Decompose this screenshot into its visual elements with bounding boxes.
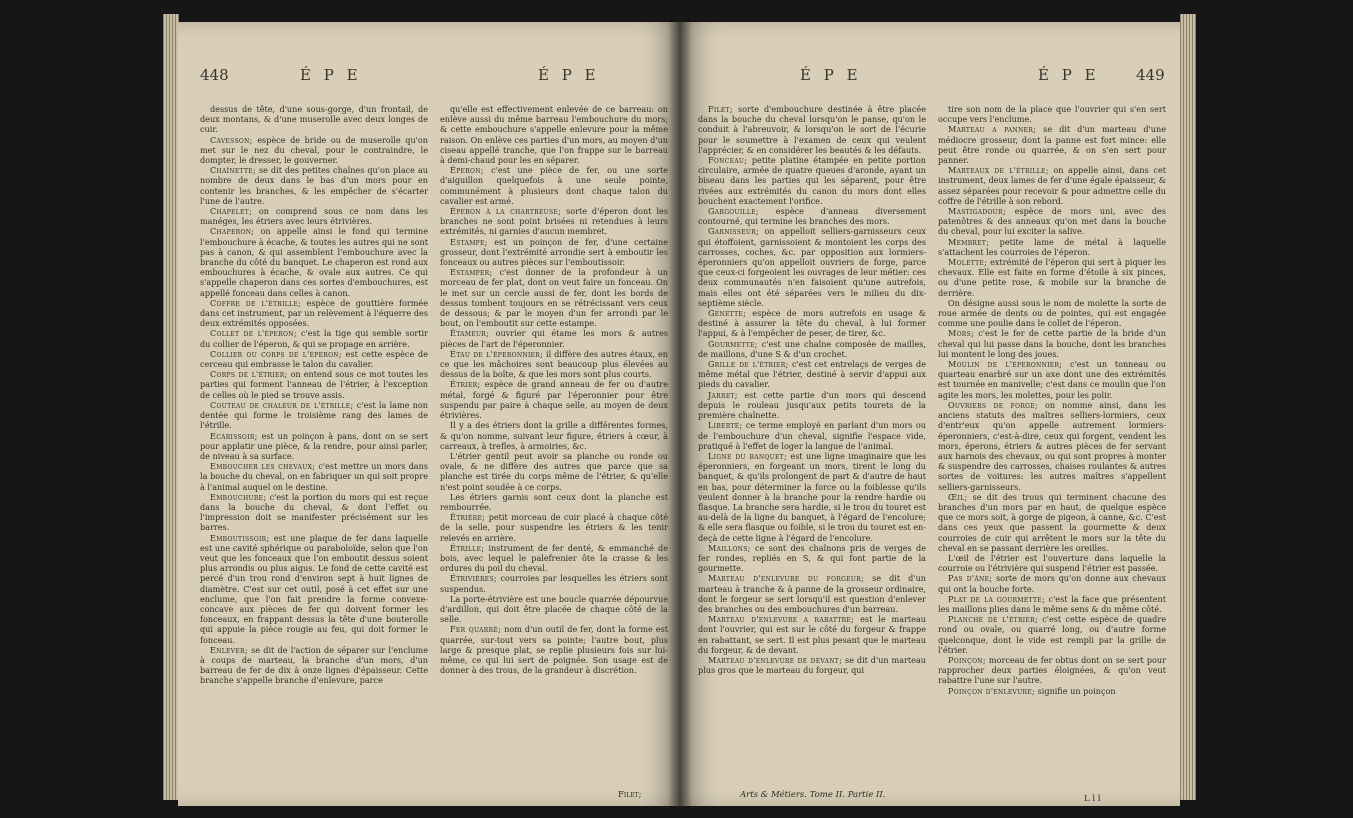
entry-term: Marteau a panner;: [948, 124, 1037, 135]
entry-text: est le marteau dont l'ouvrier, qui est sur le côté du forgeur & frappe en rabattant, se sert. Il est plus pesant que le marteau du forgeur, & de devant.: [698, 614, 926, 655]
entry-term: Enlever;: [210, 644, 248, 655]
entry-term: Grille de l'étrier;: [708, 359, 789, 370]
entry-text: instrument de fer denté, & emmanché de bois, avec lequel le palefrenier ôte la crasse & les ordures du poil du cheval.: [440, 542, 668, 574]
dictionary-entry: [200, 369, 428, 400]
entry-text: dessus de tête, d'une sous-gorge, d'un frontail, de deux montans, & d'une muserolle avec deux longes de cuir.: [200, 104, 428, 135]
entry-text: est un poinçon à pans, dont on se sert pour applatir une pièce, & la rendre, pour ainsi parler, de niveau à sa surface.: [200, 430, 428, 461]
dictionary-entry: [938, 359, 1166, 400]
entry-term: Fonceau;: [708, 155, 748, 166]
dictionary-entry: [938, 400, 1166, 492]
entry-term: Garnisseur;: [708, 226, 760, 237]
entry-text: sorte d'éperon dont les branches ne sont point brisées ni retendues à leurs extrémités, ni garnies d'aucun membret.: [440, 206, 668, 237]
entry-text: se dit d'un marteau à tranche & à panne de la grosseur ordinaire, dont le forgeur se sert lorsqu'il est question d'enlever des branches ou des embouchures d'un barreau.: [698, 573, 926, 614]
entry-term: Étameur;: [450, 328, 490, 339]
entry-text: c'est la tige qui semble sortir du collier de l'éperon, & qui se propage en arrière.: [200, 328, 429, 349]
entry-text: est un poinçon de fer, d'une certaine grosseur, dont l'extrémité arrondie sert à emboutir les fonceaux ou autres pièces sur l'emboutissoir.: [440, 236, 668, 268]
dictionary-entry: [440, 451, 668, 492]
right-page-number: 449: [1136, 66, 1165, 84]
entry-term: Genette;: [708, 308, 747, 319]
entry-text: c'est la face que présentent les maillons plies dans le même sens & du même côté.: [938, 593, 1166, 614]
dictionary-entry: [440, 206, 668, 237]
dictionary-entry: [938, 257, 1166, 298]
entry-term: Collet de l'éperon;: [210, 328, 297, 339]
dictionary-entry: [698, 614, 926, 655]
dictionary-entry: [938, 298, 1166, 329]
entry-term: Ligne du banquet;: [708, 450, 787, 461]
left-head-title-1: É P E: [300, 66, 362, 84]
entry-text: c'est cet entrelaçs de verges de même métal que l'étrier, destiné à servir d'appui aux pieds du cavalier.: [698, 359, 926, 390]
dictionary-entry: [440, 624, 668, 675]
entry-text: Les étriers garnis sont ceux dont la planche est rembourrée.: [440, 491, 668, 512]
dictionary-entry: [440, 267, 668, 328]
entry-term: Maillons;: [708, 542, 751, 553]
right-footer: Arts & Métiers. Tome II. Partie II.: [740, 790, 886, 800]
entry-term: Estamper;: [450, 267, 493, 278]
entry-term: Éperon à la chartreuse;: [450, 206, 562, 217]
left-column-1: [200, 104, 428, 686]
dictionary-entry: [200, 461, 428, 492]
left-page-number: 448: [200, 66, 229, 84]
dictionary-entry: [938, 655, 1166, 686]
entry-term: Ecarissoir;: [210, 430, 258, 441]
entry-text: sorte de mors qu'on donne aux chevaux qui ont la bouche forte.: [938, 573, 1167, 594]
dictionary-entry: [440, 573, 668, 593]
entry-text: ce terme employé en parlant d'un mors ou de l'embouchure d'un cheval, signifie l'espace vide, pratiqué à l'effet de loger la langue de l'animal.: [698, 420, 926, 451]
entry-text: se dit d'un marteau plus gros que le marteau du forgeur, qui: [698, 654, 926, 676]
dictionary-entry: [698, 308, 926, 339]
entry-text: Il y a des étriers dont la grille a différentes formes, & qu'on nomme, suivant leur figure, étriers à cœur, à carreaux, à trefles, à armoiries, &c.: [440, 420, 668, 451]
dictionary-entry: [200, 104, 428, 135]
dictionary-entry: [200, 298, 428, 329]
right-column-2: [938, 104, 1166, 696]
entry-term: Mastigadour;: [948, 206, 1006, 217]
dictionary-entry: [440, 328, 668, 348]
entry-term: Emboucher les chevaux;: [210, 461, 316, 472]
dictionary-entry: [440, 543, 668, 574]
entry-text: petite platine étampée en petite portion circulaire, armée de quatre queues d'aronde, ayant un biseau dans les parties qui les séparent, pour être rivées aux extrémités du canon du mors dont elles bouchent exactement l'orifice.: [698, 155, 927, 206]
dictionary-entry: [698, 339, 926, 359]
entry-term: Couteau de chaleur de l'étrille;: [210, 399, 354, 410]
entry-text: espèce d'anneau diversement contourné, qui termine les branches des mors.: [698, 206, 926, 227]
dictionary-entry: [200, 135, 428, 166]
entry-term: Fer quarré;: [450, 624, 502, 635]
dictionary-entry: [440, 349, 668, 380]
entry-term: Corps de l'étrier;: [210, 369, 288, 380]
entry-text: petit morceau de cuir placé à chaque côté de la selle, pour suspendre les étriers & les tenir relevés en arrière.: [440, 512, 668, 543]
entry-text: espèce de gouttière formée dans cet instrument, par un relèvement à l'équerre des deux extrémités opposées.: [200, 297, 428, 329]
entry-term: Molette;: [948, 257, 988, 268]
left-catchword: Filet;: [618, 790, 642, 800]
dictionary-entry: [200, 400, 428, 431]
entry-term: Cavesson;: [210, 134, 253, 145]
entry-text: on appelle ainsi le fond qui termine l'embouchure à écache, & toutes les autres qui ne sont pas à canon, & qui assemblent l'embouchure avec la branche du côté du banquet. Le chaperon est rond aux embouchures à écache, & ovale aux autres. Ce qui s'appelle chaperon dans ces sortes d'embouchures, est appellé fonceau dans celles à canon.: [200, 226, 428, 298]
dictionary-entry: [698, 155, 926, 206]
entry-text: c'est un tonneau ou quarteau enarbré sur un axe dont une des extrémités est tournée en manivelle; c'est dans ce moulin que l'on agite les mors, les molettes, pour les polir.: [938, 359, 1166, 400]
entry-term: Plat de la gourmette;: [948, 593, 1045, 604]
entry-term: Étau de l'éperonnier;: [450, 348, 544, 359]
entry-text: signifie un poinçon: [1037, 685, 1116, 696]
entry-text: La porte-étrivière est une boucle quarrée dépourvue d'ardillon, qui doit être placée de chaque côté de la selle.: [440, 593, 668, 625]
dictionary-entry: [698, 226, 926, 308]
entry-term: Marteau d'enlevure du forgeur;: [708, 573, 865, 584]
dictionary-entry: [200, 206, 428, 226]
dictionary-entry: [698, 359, 926, 390]
entry-text: c'est la portion du mors qui est reçue dans la bouche du cheval, & dont l'effet ou l'impression doit se manifester précisément sur les barres.: [200, 491, 428, 533]
entry-term: Chaperon;: [210, 226, 255, 237]
entry-term: Collier ou corps de l'éperon;: [210, 348, 342, 359]
entry-text: petite lame de métal à laquelle s'attachent les courroies de l'éperon.: [938, 236, 1166, 257]
right-page-edges: [1180, 14, 1196, 800]
entry-text: c'est le fer de cette partie de la bride d'un cheval qui lui passe dans la bouche, dont les branches lui montent le long des joues.: [938, 328, 1166, 359]
entry-text: il diffère des autres étaux, en ce que les mâchoires sont beaucoup plus élevées au dessus de la boîte, & que les mors sont plus courts.: [440, 348, 668, 380]
dictionary-entry: [938, 492, 1166, 553]
entry-text: extrémité de l'éperon qui sert à piquer les chevaux. Elle est faite en forme d'étoile à six pinces, ou d'une petite rose, & mobile sur la branche de derrière.: [938, 257, 1166, 298]
left-page: [178, 22, 680, 806]
entry-term: Marteau d'enlevure a rabattre;: [708, 614, 855, 625]
entry-term: Chapelet;: [210, 206, 252, 217]
dictionary-entry: [698, 390, 926, 421]
dictionary-entry: [938, 104, 1166, 124]
dictionary-entry: [698, 104, 926, 155]
entry-text: sorte d'embouchure destinée à être placée dans la bouche du cheval lorsqu'on le panse, qu'on le conduit à l'abreuvoir, & lorsqu'on le sort de l'écurie pour le soumettre à l'examen de ceux qui veulent l'apprécier, & en considérer les beautés & les défauts.: [698, 104, 926, 155]
entry-term: Embouchure;: [210, 491, 267, 502]
entry-text: ouvrier qui étame les mors & autres pièces de l'art de l'éperonnier.: [440, 328, 668, 349]
entry-term: Marteaux de l'étrille;: [948, 165, 1049, 176]
entry-term: Chaînette;: [210, 165, 256, 176]
entry-text: espèce de bride ou de muserolle qu'on met sur le nez du cheval, pour le contraindre, le dompter, le dresser, le gouverner.: [200, 134, 428, 166]
entry-text: est cette espèce de cerceau qui embrasse le talon du cavalier.: [200, 348, 428, 370]
entry-text: se dit des petites chaînes qu'on place au nombre de deux dans le bas d'un mors pour en contenir les branches, & les empêcher de s'écarter l'une de l'autre.: [200, 165, 428, 206]
entry-text: se dit des trous qui terminent chacune des branches d'un mors par en haut, de quelque espèce que ce mors soit, à gorge de pigeon, à canne, &c. C'est dans ces yeux que passent la gourmette & deux courroies de cuir qui arrêtent le mors sur la tête du cheval en se passant derrière les oreilles.: [938, 491, 1166, 553]
dictionary-entry: [698, 655, 926, 675]
entry-text: morceau de fer obtus dont on se sert pour rapprocher deux parties éloignées, & qu'on veut rabattre l'une sur l'autre.: [938, 654, 1166, 686]
entry-text: c'est la lame non dentée qui forme le troisième rang des lames de l'étrille.: [200, 399, 428, 431]
entry-text: c'est donner de la profondeur à un morceau de fer plat, dont on veut faire un fonceau. On le met sur un cercle aussi de fer, dont les bords de dessus tombent toujours en se rétrécissant vers ceux de dessous; & par le moyen d'un fer arrondi par le bout, on l'emboutit sur cette estampe.: [440, 267, 668, 329]
entry-term: Planche de l'étrier;: [948, 614, 1038, 625]
right-page: [680, 22, 1180, 806]
entry-text: espèce de mors autrefois en usage & destiné à assurer la tête du cheval, à lui former l'appui, & à l'empêcher de peser, de tirer, &c.: [698, 308, 926, 339]
dictionary-entry: [200, 165, 428, 206]
entry-text: se dit d'un marteau d'une médiocre grosseur, dont la panne est fort mince: elle peut être ronde ou quarrée, & on s'en sert pour panner.: [938, 124, 1167, 166]
dictionary-entry: [938, 165, 1166, 206]
entry-text: c'est cette espèce de quadre rond ou ovale, ou quarré long, ou d'autre forme quelconque, dont le vide est rempli par la grille de l'étrier.: [938, 614, 1166, 655]
entry-text: est une plaque de fer dans laquelle est une cavité sphérique ou paraboloïde, selon que l'on veut que les fonceaux que l'on emboutit dessus soient plus arrondis ou plus aigus. Le fond de cette cavité est percé d'un trou rond d'environ sept à huit lignes de diamètre. C'est sur cet outil, posé à cet effet sur une enclume, que l'on fait prendre la forme convexe-concave aux pièces de fer qui doivent former les fonceaux, en frappant dessus la tête d'une bouterolle qui appuie la pièce rougie au feu, qui doit former le fonceau.: [200, 532, 428, 645]
dictionary-entry: [698, 573, 926, 614]
entry-text: est cette partie d'un mors qui descend depuis le rouleau jusqu'aux petits tourets de la première chaînette.: [698, 389, 927, 421]
entry-term: Étrier;: [450, 379, 481, 390]
entry-text: on entend sous ce mot toutes les parties qui forment l'anneau de l'étrier, à l'exception de celles où le pied se trouve assis.: [200, 369, 428, 400]
entry-term: Œil;: [948, 491, 968, 502]
entry-text: c'est une pièce de fer, ou une sorte d'aiguillon quelquefois à une seule pointe, communément à plusieurs dont chaque talon du cavalier est armé.: [440, 165, 669, 206]
left-column-2: [440, 104, 668, 675]
entry-term: Coffre de l'étrille;: [210, 297, 302, 308]
entry-text: ce sont des chaînons pris de verges de fer rondes, repliés en S, & qui font partie de la gourmette.: [698, 542, 926, 574]
right-signature-mark: L l l: [1084, 794, 1101, 804]
entry-term: Poinçon d'enlevure;: [948, 685, 1036, 696]
dictionary-entry: [938, 686, 1166, 696]
left-page-edges: [163, 14, 179, 800]
dictionary-entry: [938, 573, 1166, 593]
dictionary-entry: [200, 492, 428, 533]
entry-text: c'est une chaîne composée de mailles, de maillons, d'une S & d'un crochet.: [698, 338, 926, 359]
entry-text: on appelle ainsi, dans cet instrument, deux lames de fer d'une égale épaisseur, & assez séparées pour recevoir & pour admettre celle du coffre de l'étrille à son rebord.: [938, 165, 1166, 206]
entry-text: on comprend sous ce nom dans les manéges, les étriers avec leurs étrivières.: [200, 206, 429, 227]
book-gutter: [668, 22, 692, 806]
dictionary-entry: [440, 165, 668, 206]
entry-term: Estampe;: [450, 236, 488, 247]
dictionary-entry: [938, 594, 1166, 614]
entry-term: Filet;: [708, 104, 733, 114]
dictionary-entry: [440, 420, 668, 451]
entry-text: se dit de l'action de séparer sur l'enclume à coups de marteau, la branche d'un mors, d'un barreau de fer de dix à onze lignes d'épaisseur. Cette branche s'appelle branche d'enlevure, parce: [200, 644, 428, 686]
right-head-title-2: É P E: [1038, 66, 1100, 84]
entry-term: Moulin de l'éperonnier;: [948, 359, 1063, 370]
entry-term: Mors;: [948, 328, 975, 339]
entry-term: Emboutissoir;: [210, 532, 270, 543]
entry-text: est une ligne imaginaire que les éperonniers, en forgeant un mors, tirent le long du banquet, & qu'ils prolongent de part & d'autre de haut en bas, pour déterminer la force ou la foiblesse qu'ils veulent donner à la branche pour la rendre hardie ou flasque. La branche sera hardie, si le trou du touret est au-delà de la ligne du banquet, à l'égard de l'encolure; & elle sera flasque ou foible, si le trou du touret est en-deçà de cette ligne à l'égard de l'encolure.: [698, 450, 927, 543]
entry-term: Pas d'âne;: [948, 573, 993, 584]
entry-term: Gourmette;: [708, 338, 758, 349]
dictionary-entry: [200, 645, 428, 686]
left-head-title-2: É P E: [538, 66, 600, 84]
entry-text: c'est mettre un mors dans la bouche du cheval, on en fabriquer un qui soit propre à l'animal auquel on le destine.: [200, 461, 428, 492]
dictionary-entry: [200, 431, 428, 462]
entry-text: espèce de mors uni, avec des patenôtres & des anneaux qu'on met dans la bouche du cheval, pour lui exciter la salive.: [938, 206, 1166, 237]
dictionary-entry: [440, 594, 668, 625]
entry-text: espèce de grand anneau de fer ou d'autre métal, forgé & figuré par l'éperonnier pour être suspendu par paire à chaque selle, au moyen de deux étrivières.: [440, 379, 668, 421]
entry-text: L'étrier gentil peut avoir sa planche ou ronde ou ovale, & ne diffère des autres que parce que sa planche est tirée du corps même de l'étrier, & qu'elle n'est point soudée à ce corps.: [440, 450, 668, 492]
right-running-head: [700, 66, 1170, 94]
entry-term: Gargouille;: [708, 206, 759, 217]
dictionary-entry: [440, 379, 668, 420]
entry-text: courroies par lesquelles les étriers sont suspendus.: [440, 573, 668, 594]
entry-term: Membret;: [948, 236, 990, 247]
dictionary-entry: [938, 124, 1166, 165]
entry-term: Marteau d'enlevure de devant;: [708, 654, 843, 665]
entry-term: Étrière;: [450, 512, 486, 523]
entry-text: nom d'un outil de fer, dont la forme est quarrée, sur-tout vers sa pointe; l'autre bout, plus large & presque plat, se replie plusieurs fois sur lui-même, ce qui lui sert de poignée. Son usage est de donner à des trous, de la grandeur à discrétion.: [440, 624, 668, 676]
entry-text: on appelloit selliers-garnisseurs ceux qui étoffoient, garnissoient & montoient les corps des carrosses, coches, &c. par opposition aux lormiers-éperonniers qu'on appelloit ouvriers de forge, parce que ceux-ci forgeoient les ouvrages de leur métier: ces deux communautés n'en faisoient qu'une autrefois, mais elles ont été séparées vers le milieu du dix-septième siècle.: [698, 226, 926, 308]
entry-text: on nomme ainsi, dans les anciens statuts des maîtres selliers-lormiers, ceux d'entr'eux qu'on appelle autrement lormiers-éperonniers, c'est-à-dire, ceux qui forgent, vendent les mors, éperons, étriers & autres pièces de fer servant aux harnois des chevaux, ou qui sont propres à monter & suspendre des carrosses, chaises roulantes & autres sortes de voitures: les autres maîtres s'appellent selliers-garnisseurs.: [938, 399, 1167, 492]
dictionary-entry: [698, 451, 926, 543]
left-running-head: [200, 66, 670, 94]
entry-text: On désigne aussi sous le nom de molette la sorte de roue armée de dents ou de pointes, qui est engagée comme une poulie dans le collet de l'éperon.: [938, 297, 1166, 329]
dictionary-entry: [938, 206, 1166, 237]
dictionary-entry: [938, 328, 1166, 359]
entry-text: L'œil de l'étrier est l'ouverture dans laquelle la courroie ou l'étrivière qui suspend l'étrier est passée.: [938, 552, 1166, 574]
dictionary-entry: [698, 543, 926, 574]
entry-term: Éperon;: [450, 165, 484, 176]
dictionary-entry: [440, 104, 668, 165]
dictionary-entry: [200, 533, 428, 645]
dictionary-entry: [938, 614, 1166, 655]
right-head-title-1: É P E: [800, 66, 862, 84]
right-column-1: [698, 104, 926, 675]
dictionary-entry: [440, 512, 668, 543]
dictionary-entry: [698, 206, 926, 226]
dictionary-entry: [440, 492, 668, 512]
entry-text: qu'elle est effectivement enlevée de ce barreau: on enlève aussi du même barreau l'embouchure du mors; & cette embouchure s'appelle enlevure pour la même raison. On enlève ces parties d'un mors, au moyen d'un ciseau appellé tranche, que l'on frappe sur le barreau à demi-chaud pour les en séparer.: [440, 104, 668, 166]
dictionary-entry: [200, 226, 428, 297]
entry-term: Liberté;: [708, 420, 743, 431]
entry-term: Étrille;: [450, 542, 485, 553]
entry-term: Ouvriers de forge;: [948, 399, 1038, 410]
entry-term: Jarret;: [708, 389, 738, 400]
dictionary-entry: [938, 553, 1166, 573]
dictionary-entry: [698, 420, 926, 451]
dictionary-entry: [440, 237, 668, 268]
entry-term: Étrivières;: [450, 573, 497, 584]
dictionary-entry: [200, 349, 428, 369]
dictionary-entry: [938, 237, 1166, 257]
dictionary-entry: [200, 328, 428, 348]
entry-text: tire son nom de la place que l'ouvrier qui s'en sert occupe vers l'enclume.: [938, 104, 1166, 125]
entry-term: Poinçon;: [948, 654, 986, 665]
